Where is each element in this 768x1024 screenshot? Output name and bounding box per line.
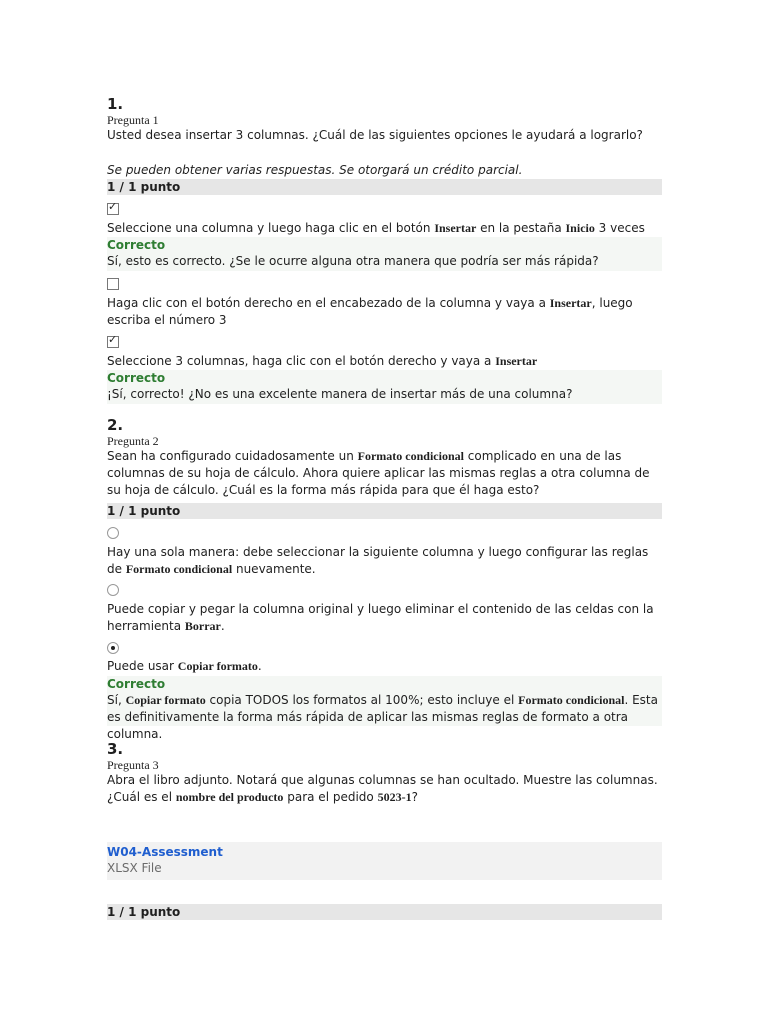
correct-label: Correcto xyxy=(107,677,166,691)
correct-label: Correcto xyxy=(107,238,166,252)
question-3-header xyxy=(107,740,662,806)
checkbox-checked[interactable] xyxy=(107,336,119,348)
question-label: Pregunta 3 xyxy=(107,758,159,772)
question-number: 2. xyxy=(107,416,124,434)
question-prompt: Abra el libro adjunto. Notará que algunas columnas se han ocultado. Muestre las columnas. ¿Cuál es el nombre del producto para el pedido 5023-1? xyxy=(107,773,658,804)
answer-option xyxy=(107,275,662,294)
option-text: Hay una sola manera: debe seleccionar la siguiente columna y luego configurar las reglas de Formato condicional nuevamente. xyxy=(107,545,649,576)
radio-selected[interactable] xyxy=(107,642,119,654)
question-number: 3. xyxy=(107,740,124,758)
attachment-link[interactable]: W04-Assessment xyxy=(107,845,223,859)
radio-unselected[interactable] xyxy=(107,527,119,539)
question-number: 1. xyxy=(107,95,124,113)
option-text: Puede usar Copiar formato. xyxy=(107,659,262,673)
feedback-text: Sí, esto es correcto. ¿Se le ocurre alguna otra manera que podría ser más rápida? xyxy=(107,254,599,268)
question-2-header xyxy=(107,416,662,499)
option-text: Puede copiar y pegar la columna original y luego eliminar el contenido de las celdas con la herramienta Borrar. xyxy=(107,602,654,633)
feedback-box xyxy=(107,237,662,271)
option-text: Seleccione una columna y luego haga clic en el botón Insertar en la pestaña Inicio 3 veces xyxy=(107,221,645,235)
answer-option xyxy=(107,581,662,600)
correct-label: Correcto xyxy=(107,371,166,385)
question-note: Se pueden obtener varias respuestas. Se otorgará un crédito parcial. xyxy=(107,163,523,177)
radio-unselected[interactable] xyxy=(107,584,119,596)
question-prompt: Sean ha configurado cuidadosamente un Formato condicional complicado en una de las columnas de su hoja de cálculo. Ahora quiere aplicar las mismas reglas a otra columna de su hoja de cálculo. ¿Cuál es la forma más rápida para que él haga esto? xyxy=(107,449,650,497)
attachment-card[interactable] xyxy=(107,842,662,880)
question-prompt: Usted desea insertar 3 columnas. ¿Cuál de las siguientes opciones le ayudará a lograrlo? xyxy=(107,128,643,142)
attachment-type: XLSX File xyxy=(107,861,162,875)
checkbox-checked[interactable] xyxy=(107,203,119,215)
points-bar: 1 / 1 punto xyxy=(107,904,662,920)
feedback-box xyxy=(107,676,662,741)
feedback-text: Sí, Copiar formato copia TODOS los formatos al 100%; esto incluye el Formato condicional. Esta es definitivamente la forma más rápida de aplicar las mismas reglas de formato a otra columna. xyxy=(107,693,658,741)
question-label: Pregunta 2 xyxy=(107,434,159,448)
question-label: Pregunta 1 xyxy=(107,113,159,127)
answer-option xyxy=(107,524,662,543)
feedback-box xyxy=(107,370,662,404)
question-1-header xyxy=(107,95,662,144)
points-bar: 1 / 1 punto xyxy=(107,179,662,195)
answer-option xyxy=(107,639,662,658)
option-text: Seleccione 3 columnas, haga clic con el botón derecho y vaya a Insertar xyxy=(107,354,538,368)
answer-option xyxy=(107,333,662,352)
points-bar: 1 / 1 punto xyxy=(107,503,662,519)
answer-option xyxy=(107,200,662,219)
feedback-text: ¡Sí, correcto! ¿No es una excelente manera de insertar más de una columna? xyxy=(107,387,573,401)
option-text: Haga clic con el botón derecho en el encabezado de la columna y vaya a Insertar, luego escriba el número 3 xyxy=(107,296,633,327)
checkbox-unchecked[interactable] xyxy=(107,278,119,290)
